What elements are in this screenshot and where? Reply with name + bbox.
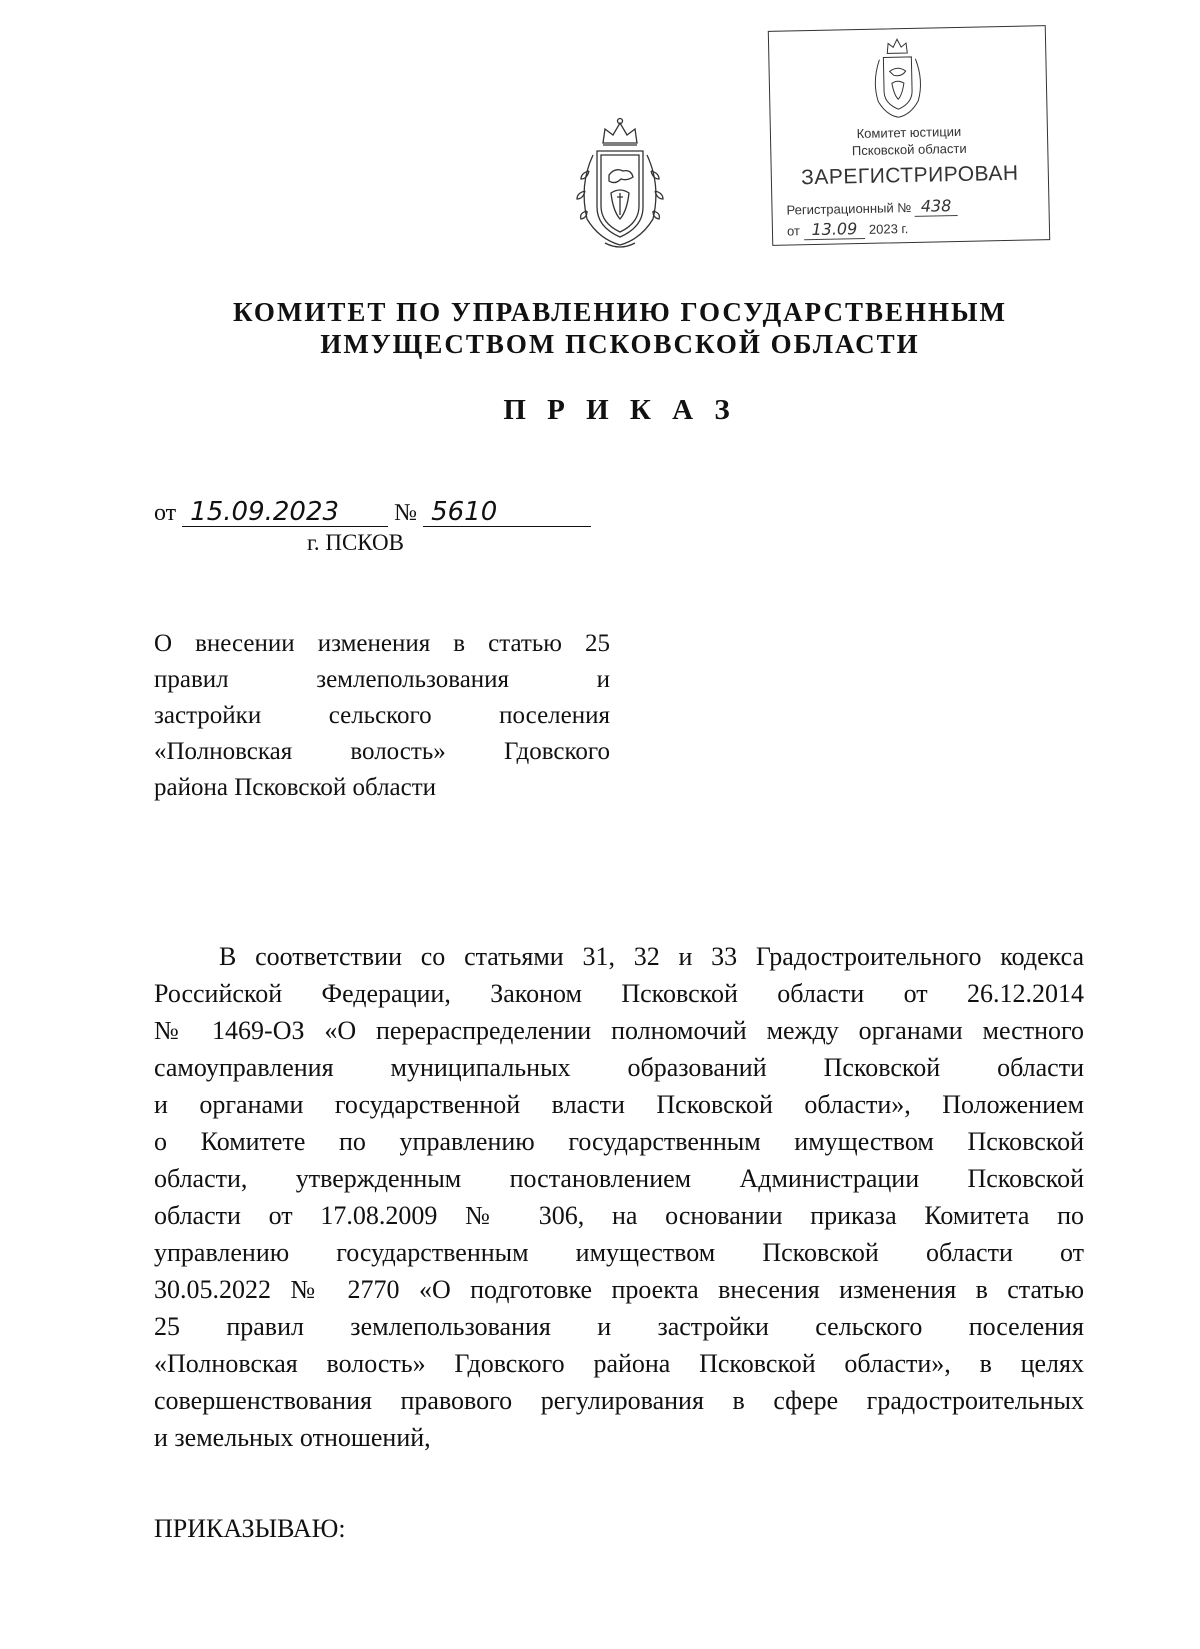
- stamp-reg-number: 438: [915, 196, 958, 217]
- order-number: 5610: [423, 498, 591, 527]
- body-line: В соответствии со статьями 31, 32 и 33 Градостроительного кодекса: [219, 942, 1084, 971]
- subject-line: застройки сельского поселения: [154, 702, 610, 729]
- date-prefix: от: [154, 500, 177, 526]
- stamp-org-line2: Псковской области: [851, 140, 967, 159]
- body-line: самоуправления муниципальных образований Псковской области: [154, 1053, 1084, 1082]
- stamp-date: 13.09: [803, 219, 865, 240]
- registration-stamp: [768, 25, 1050, 246]
- subject-line: О внесении изменения в статью 25: [154, 630, 610, 657]
- stamp-date-row: [787, 218, 909, 240]
- body-line: совершенствования правового регулирования в сфере градостроительных: [154, 1386, 1084, 1415]
- subject-line: района Псковской области: [154, 774, 437, 801]
- body-line: 30.05.2022 № 2770 «О подготовке проекта внесения изменения в статью: [154, 1275, 1084, 1304]
- stamp-reg-number-row: [786, 196, 957, 219]
- body-line: области от 17.08.2009 № 306, на основании приказа Комитета по: [154, 1201, 1084, 1230]
- organization-title: [150, 296, 1090, 360]
- stamp-org-line1: Комитет юстиции: [856, 123, 962, 142]
- body-line: № 1469-ОЗ «О перераспределении полномочий между органами местного: [154, 1016, 1084, 1045]
- body-line: о Комитете по управлению государственным имуществом Псковской: [154, 1127, 1084, 1156]
- stamp-coat-of-arms-icon: [867, 37, 929, 124]
- body-line: Российской Федерации, Законом Псковской области от 26.12.2014: [154, 979, 1084, 1008]
- order-word: ПРИКАЗЫВАЮ:: [154, 1514, 346, 1543]
- organization-title-line1: КОМИТЕТ ПО УПРАВЛЕНИЮ ГОСУДАРСТВЕННЫМ: [232, 297, 1008, 327]
- stamp-year: 2023 г.: [868, 221, 909, 237]
- pskov-coat-of-arms-icon: [565, 115, 675, 255]
- body-line: «Полновская волость» Гдовского района Псковской области», в целях: [154, 1349, 1084, 1378]
- date-number-line: [154, 498, 591, 527]
- subject-line: правил землепользования и: [154, 666, 610, 693]
- order-subject: [154, 626, 610, 806]
- document-type: П Р И К А З: [503, 394, 737, 426]
- order-date: 15.09.2023: [182, 498, 388, 527]
- number-label: №: [394, 500, 418, 526]
- body-line: 25 правил землепользования и застройки сельского поселения: [154, 1312, 1084, 1341]
- stamp-date-prefix: от: [786, 223, 801, 239]
- organization-title-line2: ИМУЩЕСТВОМ ПСКОВСКОЙ ОБЛАСТИ: [320, 329, 920, 359]
- body-line: и земельных отношений,: [154, 1423, 431, 1452]
- stamp-reg-label: Регистрационный №: [786, 199, 912, 218]
- body-line: управлению государственным имуществом Псковской области от: [154, 1238, 1084, 1267]
- subject-line: «Полновская волость» Гдовского: [154, 738, 610, 765]
- body-line: области, утвержденным постановлением Администрации Псковской: [154, 1164, 1084, 1193]
- city-label: г. ПСКОВ: [307, 530, 405, 555]
- body-line: и органами государственной власти Псковской области», Положением: [154, 1090, 1084, 1119]
- stamp-status: ЗАРЕГИСТРИРОВАН: [800, 161, 1019, 190]
- order-body: [154, 938, 1084, 1456]
